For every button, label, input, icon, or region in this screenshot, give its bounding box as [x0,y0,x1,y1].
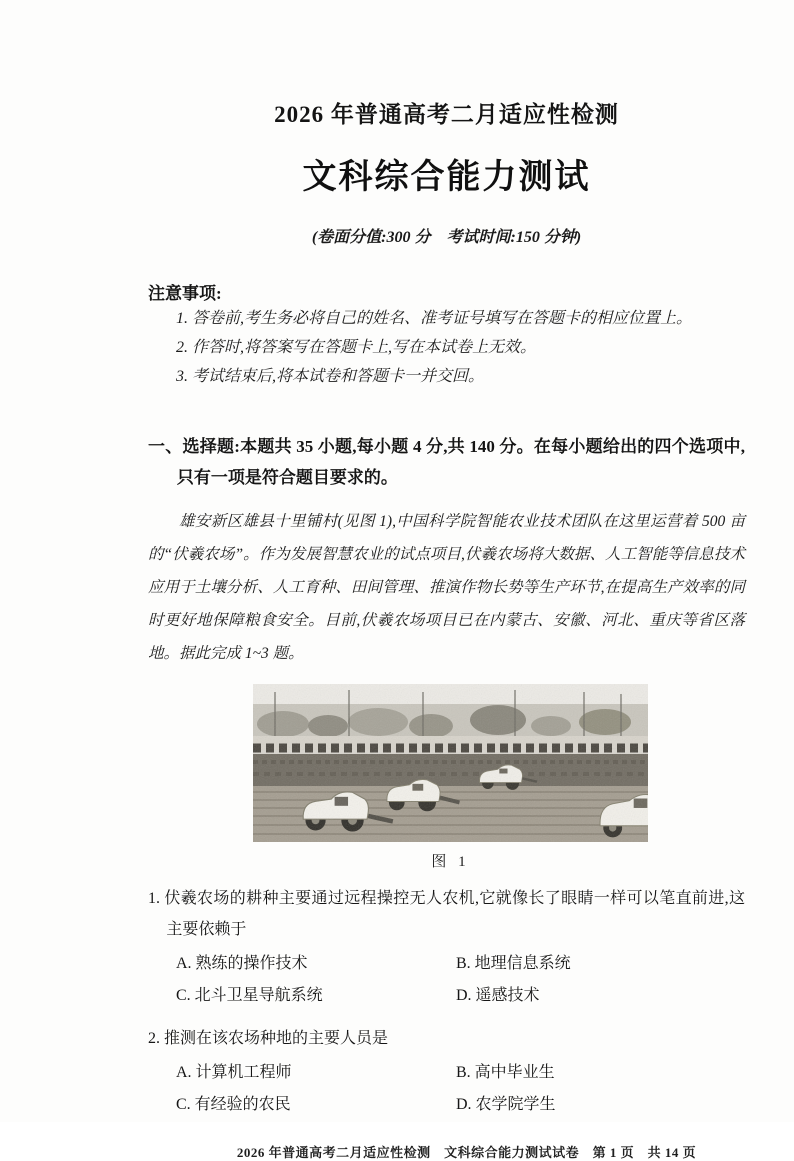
question-2-option-b: B. 高中毕业生 [456,1064,555,1081]
question-1-stem: 1. 伏羲农场的耕种主要通过远程操控无人农机,它就像长了眼睛一样可以笔直前进,这主要依赖于 [148,890,745,938]
question-2-stem: 2. 推测在该农场种地的主要人员是 [148,1030,389,1047]
figure-1 [253,684,648,871]
figure-1-caption: 图 1 [431,854,470,870]
page-footer: 2026 年普通高考二月适应性检测 文科综合能力测试试卷 第 1 页 共 14 页 [236,1145,697,1160]
notice-item-3: 3. 考试结束后,将本试卷和答题卡一并交回。 [176,368,485,385]
exam-subject-title: 文科综合能力测试 [302,159,591,196]
notice-item-2: 2. 作答时,将答案写在答题卡上,写在本试卷上无效。 [176,339,537,356]
question-2-option-a: A. 计算机工程师 [176,1064,292,1081]
question-1-option-d: D. 遥感技术 [456,987,540,1004]
passage-fuxi-farm: 雄安新区雄县十里铺村(见图 1),中国科学院智能农业技术团队在这里运营着 500 亩的“伏羲农场”。作为发展智慧农业的试点项目,伏羲农场将大数据、人工智能等信息技术应用于土壤分析、人工育种、田间管理、推演作物长势等生产环节,在提高生产效率的同时更好地保障粮食安全。目前,伏羲农场项目已在内蒙古、安徽、河北、重庆等省区落地。据此完成 1~3 题。 [148,513,745,662]
question-1-options [148,949,745,1011]
question-2 [148,1023,745,1120]
exam-score-time-meta: (卷面分值:300 分 考试时间:150 分钟) [311,229,582,246]
farm-photo [253,684,648,842]
question-1-option-b: B. 地理信息系统 [456,955,571,972]
notice-heading: 注意事项: [148,284,222,303]
question-2-option-d: D. 农学院学生 [456,1096,556,1113]
notice-section [148,279,745,391]
notice-item-1: 1. 答卷前,考生务必将自己的姓名、准考证号填写在答题卡的相应位置上。 [176,310,693,327]
question-2-options [148,1058,745,1120]
section-heading-multiple-choice: 一、选择题:本题共 35 小题,每小题 4 分,共 140 分。在每小题给出的四个选项中,只有一项是符合题目要求的。 [148,437,745,487]
question-1-option-c: C. 北斗卫星导航系统 [176,987,323,1004]
question-1 [148,883,745,1011]
question-2-option-c: C. 有经验的农民 [176,1096,291,1113]
question-1-option-a: A. 熟练的操作技术 [176,955,308,972]
exam-session-title: 2026 年普通高考二月适应性检测 [274,102,619,127]
